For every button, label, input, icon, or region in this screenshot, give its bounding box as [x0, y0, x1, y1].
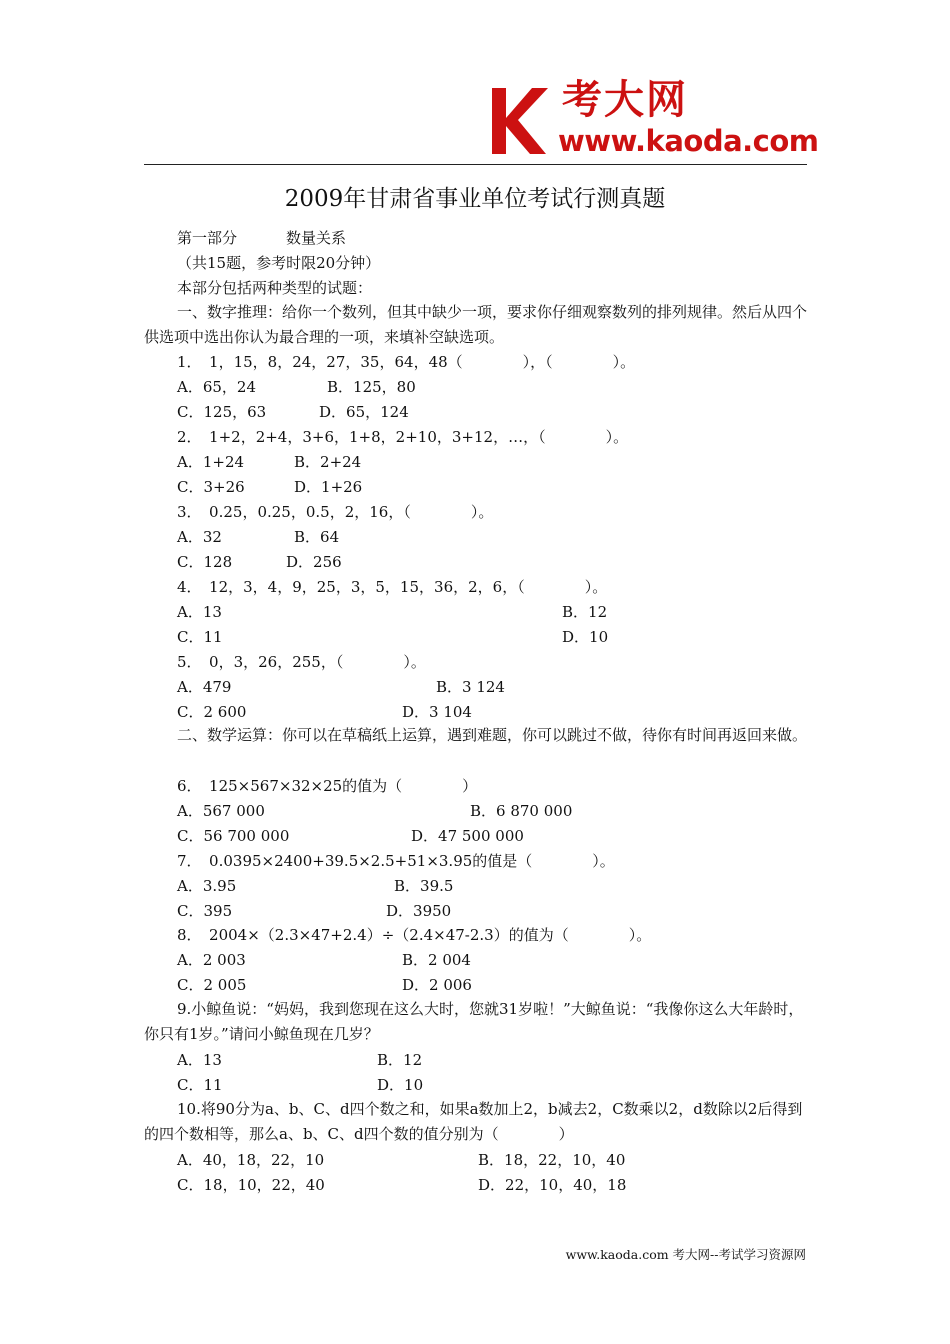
q10-option-d: D．22，10，40，18	[478, 1176, 627, 1194]
q8-option-d: D．2 006	[402, 976, 472, 994]
q7-stem: 7． 0.0395×2400+39.5×2.5+51×3.95的值是（ ）。	[177, 852, 615, 870]
q5-option-a: A．479	[177, 678, 232, 696]
q2-option-c: C．3+26	[177, 478, 245, 496]
q2-option-a: A．1+24	[177, 453, 245, 471]
k-logo-icon	[488, 84, 550, 156]
q5-stem: 5． 0，3，26，255，（ ）。	[177, 653, 426, 671]
brand-url: www.kaoda.com	[558, 124, 819, 158]
time-note: （共15题，参考时限20分钟）	[177, 254, 381, 272]
q8-stem: 8． 2004×（2.3×47+2.4）÷（2.4×47-2.3）的值为（ ）。	[177, 926, 652, 944]
q4-stem: 4． 12，3，4，9，25，3，5，15，36，2，6，（ ）。	[177, 578, 608, 596]
q6-option-c: C．56 700 000	[177, 827, 290, 845]
q1-option-d: D．65，124	[319, 403, 409, 421]
q4-option-d: D．10	[562, 628, 609, 646]
q2-option-d: D．1+26	[294, 478, 363, 496]
q5-option-c: C．2 600	[177, 703, 247, 721]
q6-option-a: A．567 000	[177, 802, 265, 820]
intro-text: 本部分包括两种类型的试题：	[177, 279, 373, 297]
q3-stem: 3． 0.25，0.25，0.5，2，16，（ ）。	[177, 503, 494, 521]
brand-name: 考大网	[562, 77, 688, 123]
q6-option-b: B．6 870 000	[470, 802, 573, 820]
header-rule	[144, 164, 807, 165]
q9-stem: 9.小鲸鱼说：“妈妈，我到您现在这么大时，您就31岁啦！”大鲸鱼说：“我像你这么大年龄时，你只有1岁。”请问小鲸鱼现在几岁？	[144, 1000, 804, 1043]
q9-option-a: A．13	[177, 1051, 222, 1069]
section-2-instructions: 二、数学运算：你可以在草稿纸上运算，遇到难题，你可以跳过不做，待你有时间再返回来做。	[177, 726, 808, 744]
q5-option-b: B．3 124	[436, 678, 505, 696]
q1-option-b: B．125，80	[327, 378, 416, 396]
q1-option-c: C．125，63	[177, 403, 267, 421]
q10-option-b: B．18，22，10，40	[478, 1151, 626, 1169]
q1-stem: 1． 1，15，8，24，27，35，64，48（ ），（ ）。	[177, 353, 636, 371]
page-footer: www.kaoda.com 考大网--考试学习资源网	[565, 1247, 806, 1262]
q2-option-b: B．2+24	[294, 453, 362, 471]
part-label: 第一部分	[177, 229, 238, 247]
q7-option-b: B．39.5	[394, 877, 454, 895]
section-1-instructions: 一、数字推理：给你一个数列，但其中缺少一项，要求你仔细观察数列的排列规律。然后从四个供选项中选出你认为最合理的一项，来填补空缺选项。	[144, 303, 808, 346]
q6-option-d: D．47 500 000	[411, 827, 524, 845]
q4-option-c: C．11	[177, 628, 223, 646]
q9-option-c: C．11	[177, 1076, 223, 1094]
q2-stem: 2． 1+2，2+4，3+6，1+8，2+10，3+12，…，（ ）。	[177, 428, 629, 446]
q7-option-d: D．3950	[386, 902, 452, 920]
q8-option-b: B．2 004	[402, 951, 471, 969]
q10-option-c: C．18，10，22，40	[177, 1176, 325, 1194]
kaoda-logo	[488, 77, 819, 162]
q7-option-c: C．395	[177, 902, 233, 920]
q7-option-a: A．3.95	[177, 877, 237, 895]
q4-option-a: A．13	[177, 603, 222, 621]
q10-option-a: A．40，18，22，10	[177, 1151, 325, 1169]
q9-option-d: D．10	[377, 1076, 424, 1094]
part-name: 数量关系	[286, 229, 347, 247]
q3-option-a: A．32	[177, 528, 222, 546]
q8-option-a: A．2 003	[177, 951, 246, 969]
page-title: 2009年甘肃省事业单位考试行测真题	[284, 186, 666, 212]
q3-option-b: B．64	[294, 528, 340, 546]
q9-option-b: B．12	[377, 1051, 423, 1069]
q3-option-c: C．128	[177, 553, 233, 571]
q8-option-c: C．2 005	[177, 976, 247, 994]
q10-stem: 10.将90分为a、b、C、d四个数之和，如果a数加上2，b减去2，C数乘以2，d数除以2后得到的四个数相等，那么a、b、C、d四个数的值分别为（ ）	[144, 1100, 803, 1143]
q4-option-b: B．12	[562, 603, 608, 621]
q5-option-d: D．3 104	[402, 703, 472, 721]
q3-option-d: D．256	[286, 553, 342, 571]
q1-option-a: A．65，24	[177, 378, 257, 396]
q6-stem: 6． 125×567×32×25的值为（ ）	[177, 777, 478, 795]
